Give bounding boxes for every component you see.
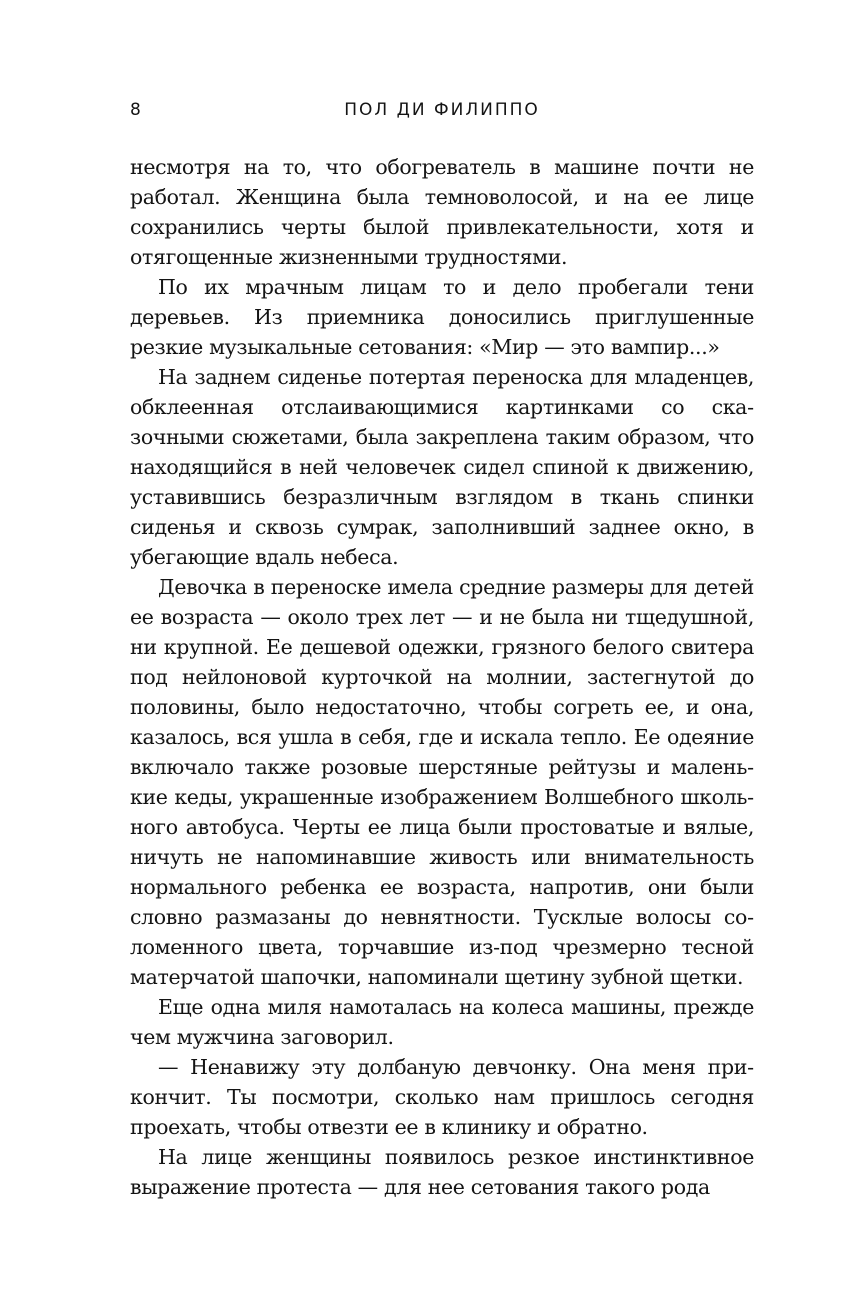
page-header — [130, 100, 754, 126]
running-head: ПОЛ ДИ ФИЛИППО — [344, 100, 540, 120]
paragraph-5: Еще одна миля намоталась на колеса машины, прежде чем мужчина заговорил. — [130, 995, 754, 1049]
paragraph-1: несмотря на то, что обогреватель в машине почти не работал. Женщина была темноволосой, и на ее лице сохранились черты былой привлекательности, хотя и отягощенные жизненными трудностями. — [130, 155, 754, 269]
paragraph-7: На лице женщины появилось резкое инстинктивное выражение протеста — для нее сетования такого рода — [130, 1145, 754, 1199]
page-body — [130, 152, 754, 1202]
paragraph-3: На заднем сиденье потертая переноска для младенцев, обклеенная отслаивающимися картинками со сказочными сюжетами, была закреплена таким образом, что находящийся в ней человечек сидел спиной к движению, уставившись безразличным взглядом в ткань спинки сиденья и сквозь сумрак, заполнивший заднее окно, в убегающие вдаль небеса. — [130, 365, 754, 569]
page-number: 8 — [130, 100, 141, 120]
paragraph-4: Девочка в переноске имела средние размеры для детей ее возраста — около трех лет — и не была ни тщедушной, ни крупной. Ее дешевой одежки, грязного белого свитера под нейлоновой курточкой на молнии, застегнутой до половины, было недостаточно, чтобы согреть ее, и она, казалось, вся ушла в себя, где и искала тепло. Ее одеяние включало также розовые шерстяные рейтузы и маленькие кеды, украшенные изображением Волшебного школьного автобуса. Черты ее лица были простоватые и вялые, ничуть не напоминавшие живость или внимательность нормального ребенка ее возраста, напротив, они были словно размазаны до невнятности. Тусклые волосы соломенного цвета, торчавшие из-под чрезмерно тесной матерчатой шапочки, напоминали щетину зубной щетки. — [130, 575, 754, 989]
paragraph-2: По их мрачным лицам то и дело пробегали тени деревьев. Из приемника доносились приглушенные резкие музыкальные сетования: «Мир — это вампир...» — [130, 275, 754, 359]
paragraph-6: — Ненавижу эту долбаную девчонку. Она меня прикончит. Ты посмотри, сколько нам пришлось сегодня проехать, чтобы отвезти ее в клинику и обратно. — [130, 1055, 754, 1139]
